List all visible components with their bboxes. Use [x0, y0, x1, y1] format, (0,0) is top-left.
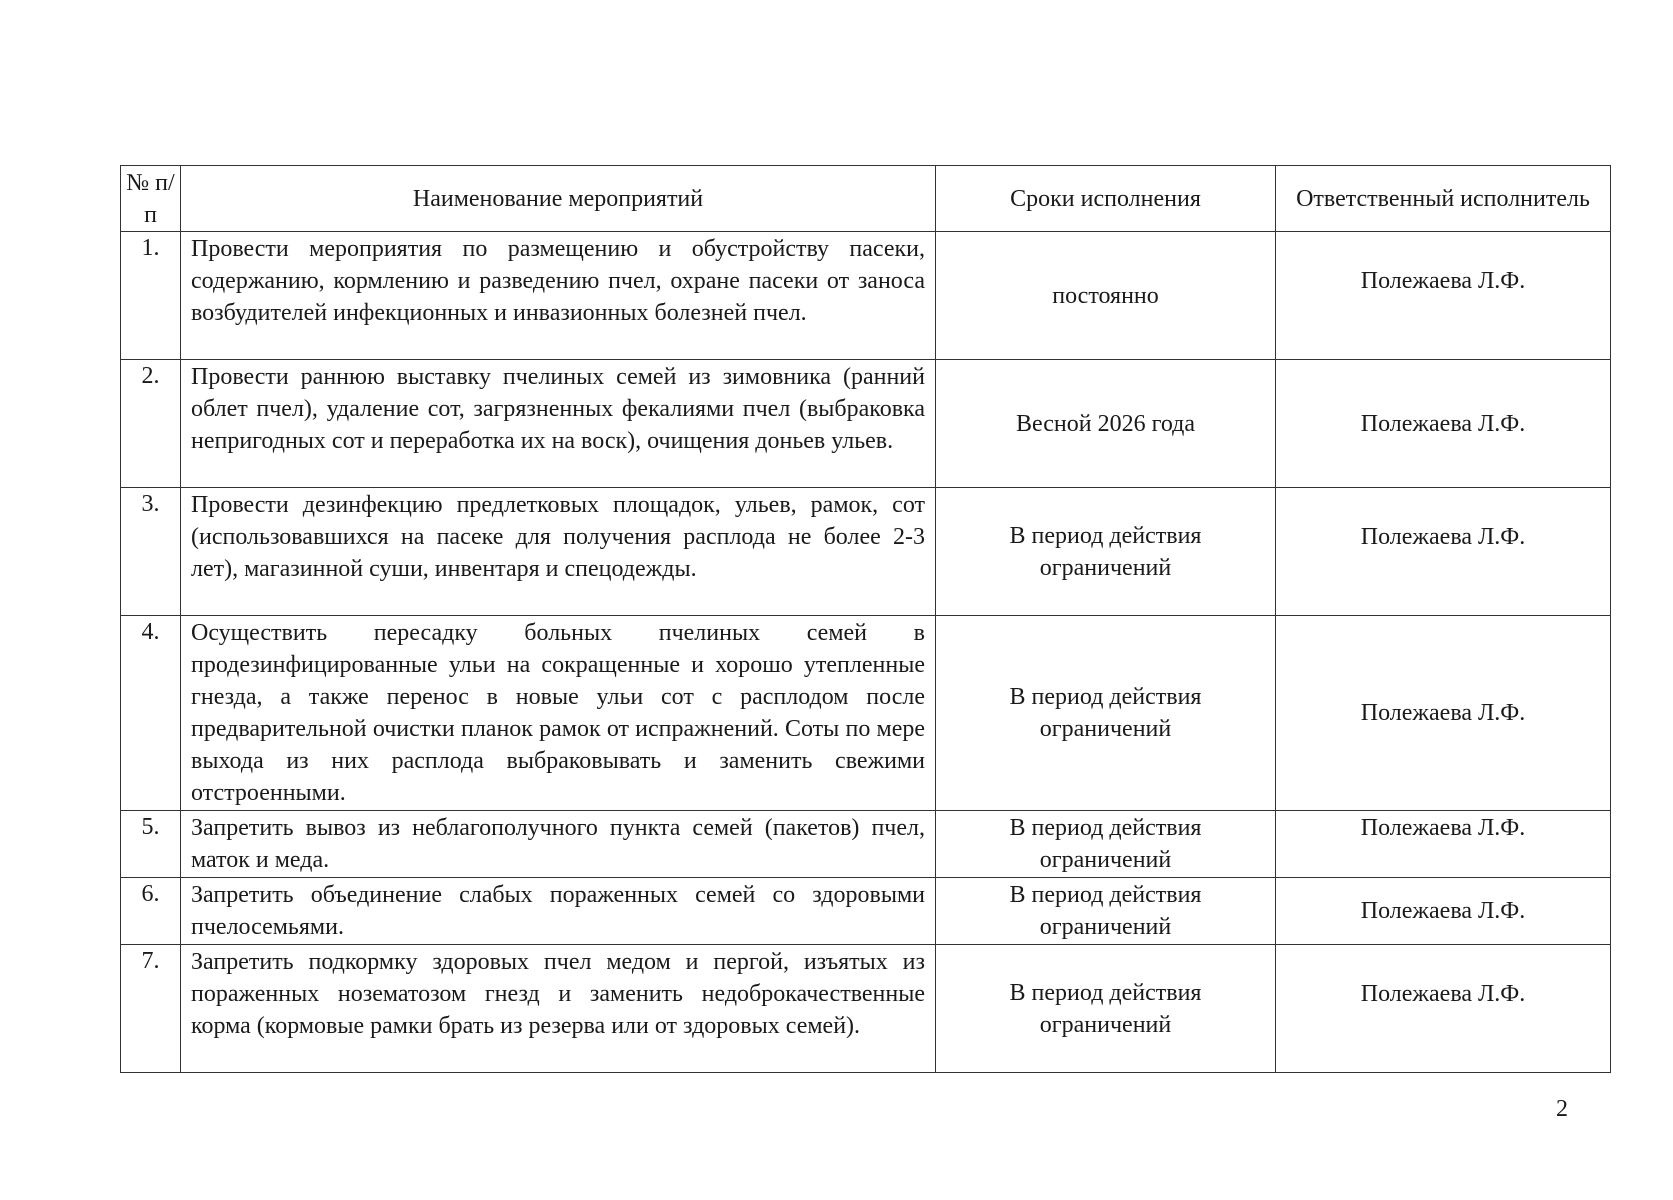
- row-name: Провести дезинфекцию предлетковых площадок, ульев, рамок, сот (использовавшихся на пасеке для получения расплода не более 2-3 лет), магазинной суши, инвентаря и спецодежды.: [181, 488, 936, 616]
- row-num: 3.: [121, 488, 181, 616]
- header-deadline: Сроки исполнения: [936, 166, 1276, 232]
- table-header-row: [121, 166, 1611, 232]
- table-row: [121, 811, 1611, 878]
- row-deadline: В период действия ограничений: [936, 878, 1276, 945]
- table-row: [121, 878, 1611, 945]
- header-num: № п/п: [121, 166, 181, 232]
- row-num: 4.: [121, 616, 181, 811]
- row-responsible: Полежаева Л.Ф.: [1276, 878, 1611, 945]
- measures-table: [120, 165, 1611, 1073]
- row-name: Провести мероприятия по размещению и обустройству пасеки, содержанию, кормлению и разведению пчел, охране пасеки от заноса возбудителей инфекционных и инвазионных болезней пчел.: [181, 232, 936, 360]
- row-name: Провести раннюю выставку пчелиных семей из зимовника (ранний облет пчел), удаление сот, загрязненных фекалиями пчел (выбраковка непригодных сот и переработка их на воск), очищения доньев ульев.: [181, 360, 936, 488]
- row-responsible: Полежаева Л.Ф.: [1276, 360, 1611, 488]
- row-deadline: В период действия ограничений: [936, 945, 1276, 1073]
- row-num: 2.: [121, 360, 181, 488]
- row-num: 6.: [121, 878, 181, 945]
- table-row: [121, 232, 1611, 360]
- row-deadline: В период действия ограничений: [936, 811, 1276, 878]
- row-name: Запретить подкормку здоровых пчел медом и пергой, изъятых из пораженных нозематозом гнезд и заменить недоброкачественные корма (кормовые рамки брать из резерва или от здоровых семей).: [181, 945, 936, 1073]
- table-row: [121, 616, 1611, 811]
- header-responsible: Ответственный исполнитель: [1276, 166, 1611, 232]
- row-deadline: В период действия ограничений: [936, 488, 1276, 616]
- row-name: Запретить объединение слабых пораженных семей со здоровыми пчелосемьями.: [181, 878, 936, 945]
- table-row: [121, 488, 1611, 616]
- row-num: 7.: [121, 945, 181, 1073]
- row-deadline: Весной 2026 года: [936, 360, 1276, 488]
- table-row: [121, 945, 1611, 1073]
- header-name: Наименование мероприятий: [181, 166, 936, 232]
- row-responsible: Полежаева Л.Ф.: [1276, 232, 1611, 360]
- row-responsible: Полежаева Л.Ф.: [1276, 811, 1611, 878]
- row-deadline: постоянно: [936, 232, 1276, 360]
- row-num: 1.: [121, 232, 181, 360]
- row-deadline: В период действия ограничений: [936, 616, 1276, 811]
- row-name: Осуществить пересадку больных пчелиных семей в продезинфицированные ульи на сокращенные и хорошо утепленные гнезда, а также перенос в новые ульи сот с расплодом после предварительной очистки планок рамок от испражнений. Соты по мере выхода из них расплода выбраковывать и заменить свежими отстроенными.: [181, 616, 936, 811]
- row-responsible: Полежаева Л.Ф.: [1276, 945, 1611, 1073]
- page-number: 2: [1556, 1096, 1568, 1122]
- row-responsible: Полежаева Л.Ф.: [1276, 488, 1611, 616]
- row-responsible: Полежаева Л.Ф.: [1276, 616, 1611, 811]
- row-name: Запретить вывоз из неблагополучного пункта семей (пакетов) пчел, маток и меда.: [181, 811, 936, 878]
- row-num: 5.: [121, 811, 181, 878]
- table-row: [121, 360, 1611, 488]
